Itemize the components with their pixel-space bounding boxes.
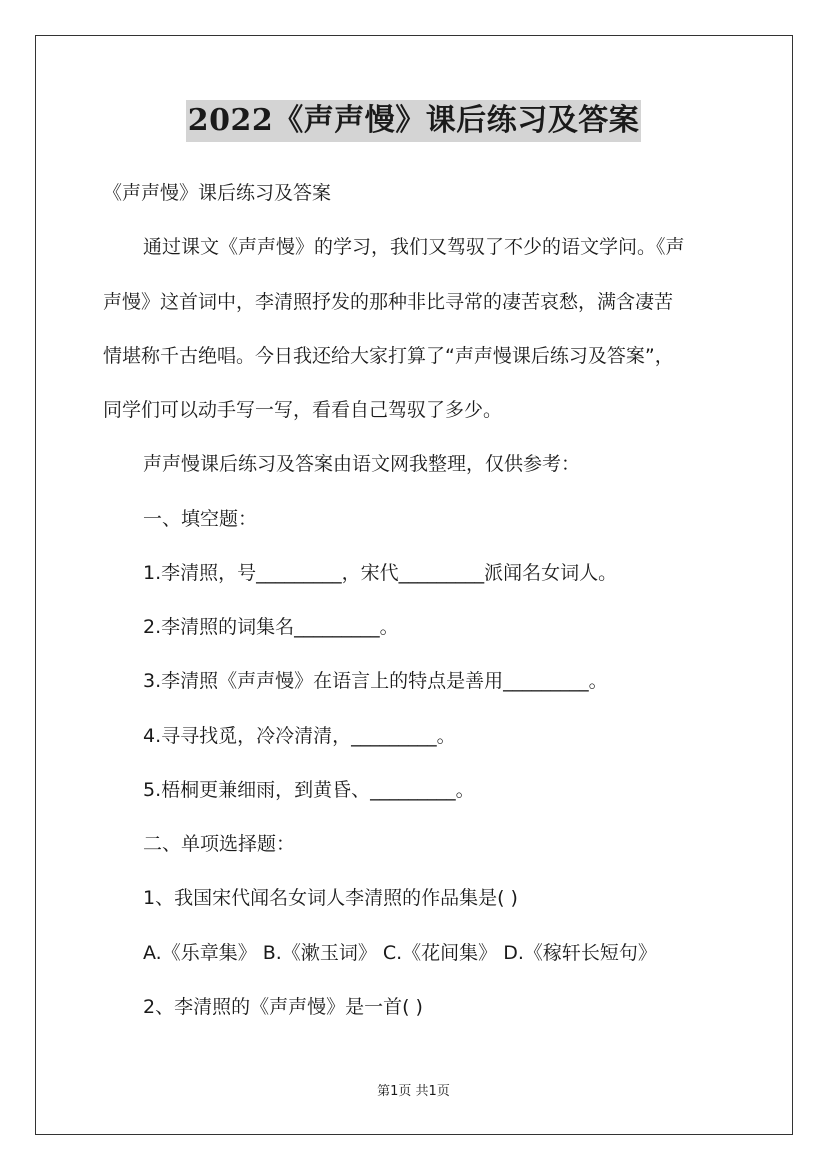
page-footer: 第1页 共1页 (377, 1084, 450, 1099)
subtitle: 《声声慢》课后练习及答案 (103, 182, 332, 204)
choice-question-1-options: A.《乐章集》 B.《漱玉词》 C.《花间集》 D.《稼轩长短句》 (143, 942, 657, 964)
intro-line-2: 声慢》这首词中，李清照抒发的那种非比寻常的凄苦哀愁，满含凄苦 (103, 291, 674, 313)
intro-line-4: 同学们可以动手写一写，看看自己驾驭了多少。 (103, 399, 503, 421)
fill-blank-item-2: 2.李清照的词集名_________。 (143, 616, 399, 638)
fill-blank-item-3: 3.李清照《声声慢》在语言上的特点是善用_________。 (143, 670, 608, 692)
document-title: 2022《声声慢》课后练习及答案 (186, 100, 642, 142)
title-container (0, 100, 827, 142)
fill-blank-item-5: 5.梧桐更兼细雨，到黄昏、_________。 (143, 779, 475, 801)
section2-heading: 二、单项选择题： (143, 833, 296, 855)
source-note: 声声慢课后练习及答案由语文网我整理，仅供参考： (143, 453, 581, 475)
section1-heading: 一、填空题： (143, 508, 258, 530)
choice-question-1: 1、我国宋代闻名女词人李清照的作品集是( ) (143, 887, 518, 909)
fill-blank-item-4: 4.寻寻找觅，冷冷清清，_________。 (143, 725, 456, 747)
intro-line-3: 情堪称千古绝唱。今日我还给大家打算了“声声慢课后练习及答案”， (103, 345, 674, 367)
intro-line-1: 通过课文《声声慢》的学习，我们又驾驭了不少的语文学问。《声 (143, 236, 685, 258)
choice-question-2: 2、李清照的《声声慢》是一首( ) (143, 996, 423, 1018)
fill-blank-item-1: 1.李清照，号_________，宋代_________派闻名女词人。 (143, 562, 618, 584)
